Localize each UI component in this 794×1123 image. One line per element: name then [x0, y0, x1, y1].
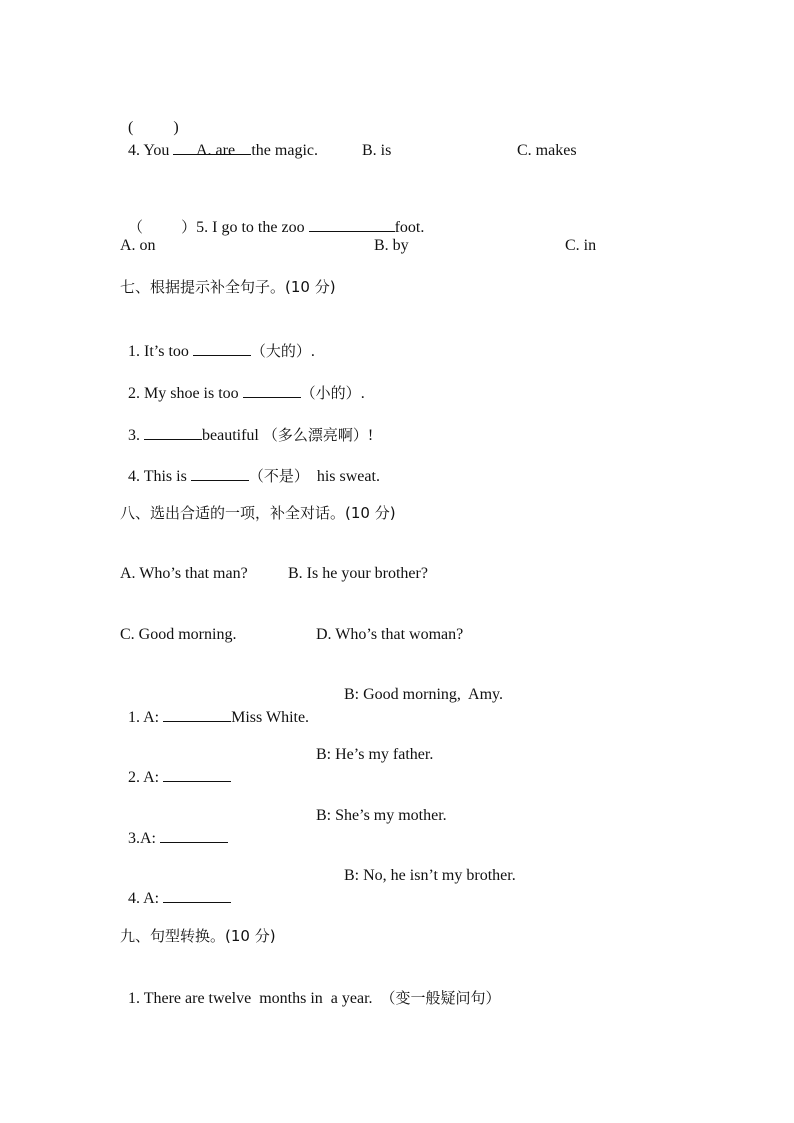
item-text: 1. There are twelve months in a year. [128, 990, 373, 1007]
s8-option-b: B. Is he your brother? [288, 565, 428, 582]
item-end: ! [367, 427, 374, 444]
dialogue-label: 1. A: [128, 709, 164, 726]
question-stem-end: foot. [394, 219, 425, 236]
dialogue-4-a [120, 866, 231, 909]
q5-option-c[interactable]: C. in [565, 237, 597, 254]
dialogue-2-a [120, 745, 231, 788]
dialogue-label: 3.A: [128, 830, 160, 847]
item-text: 1. It’s too [128, 343, 193, 360]
dialogue-1-b: B: Good morning, Amy. [344, 686, 503, 703]
dialogue-3-b: B: She’s my mother. [316, 807, 447, 824]
q4-option-b[interactable]: B. is [362, 142, 392, 159]
dialogue-text: Miss White. [231, 709, 310, 726]
item-end: . [360, 385, 365, 402]
item-end: his sweat. [308, 468, 380, 485]
s8-option-d: D. Who’s that woman? [316, 626, 464, 643]
answer-blank[interactable] [160, 826, 228, 843]
answer-blank[interactable] [191, 464, 249, 481]
item-mid: beautiful [202, 427, 259, 444]
dialogue-1-a [120, 685, 309, 728]
q5-option-a[interactable]: A. on [120, 237, 156, 254]
dialogue-label: 4. A: [128, 890, 164, 907]
question-stem: 5. I go to the zoo [196, 219, 309, 236]
dialogue-3-a [120, 806, 228, 849]
question-5 [120, 195, 424, 238]
item-end: . [310, 343, 315, 360]
item-hint: （小的） [300, 384, 361, 402]
answer-bracket[interactable]: ( ) [128, 119, 179, 136]
item-text: 2. My shoe is too [128, 385, 243, 402]
section-8-heading: 八、选出合适的一项，补全对话。(10 分) [120, 504, 396, 522]
answer-blank[interactable] [193, 339, 251, 356]
section-7-heading: 七、根据提示补全句子。(10 分) [120, 278, 336, 296]
dialogue-4-b: B: No, he isn’t my brother. [344, 867, 516, 884]
item-text: 3. [128, 427, 144, 444]
answer-bracket[interactable]: （ ） [128, 218, 197, 236]
answer-blank[interactable] [243, 381, 301, 398]
item-hint: （不是） [248, 467, 309, 485]
q4-option-c[interactable]: C. makes [517, 142, 577, 159]
answer-blank[interactable] [163, 886, 231, 903]
dialogue-label: 2. A: [128, 769, 164, 786]
s8-option-c: C. Good morning. [120, 626, 237, 643]
q5-option-b[interactable]: B. by [374, 237, 409, 254]
s8-option-a: A. Who’s that man? [120, 565, 248, 582]
item-hint: （大的） [250, 342, 311, 360]
section-9-heading: 九、句型转换。(10 分) [120, 927, 276, 945]
answer-blank[interactable] [163, 765, 231, 782]
answer-blank[interactable] [163, 705, 231, 722]
question-stem-end: the magic. [251, 142, 318, 159]
item-hint: （多么漂亮啊） [262, 426, 368, 444]
dialogue-2-b: B: He’s my father. [316, 746, 434, 763]
answer-blank[interactable] [144, 423, 202, 440]
question-stem: 4. You [128, 142, 174, 159]
s7-item-3 [120, 403, 373, 446]
answer-blank[interactable] [309, 215, 395, 232]
item-text: 4. This is [128, 468, 191, 485]
s7-item-2 [120, 361, 365, 404]
q4-option-a[interactable]: A. are [196, 142, 236, 159]
s7-item-4 [120, 444, 380, 487]
s9-item-1 [120, 968, 501, 1009]
s7-item-1 [120, 319, 315, 362]
item-hint: （变一般疑问句） [380, 989, 501, 1007]
